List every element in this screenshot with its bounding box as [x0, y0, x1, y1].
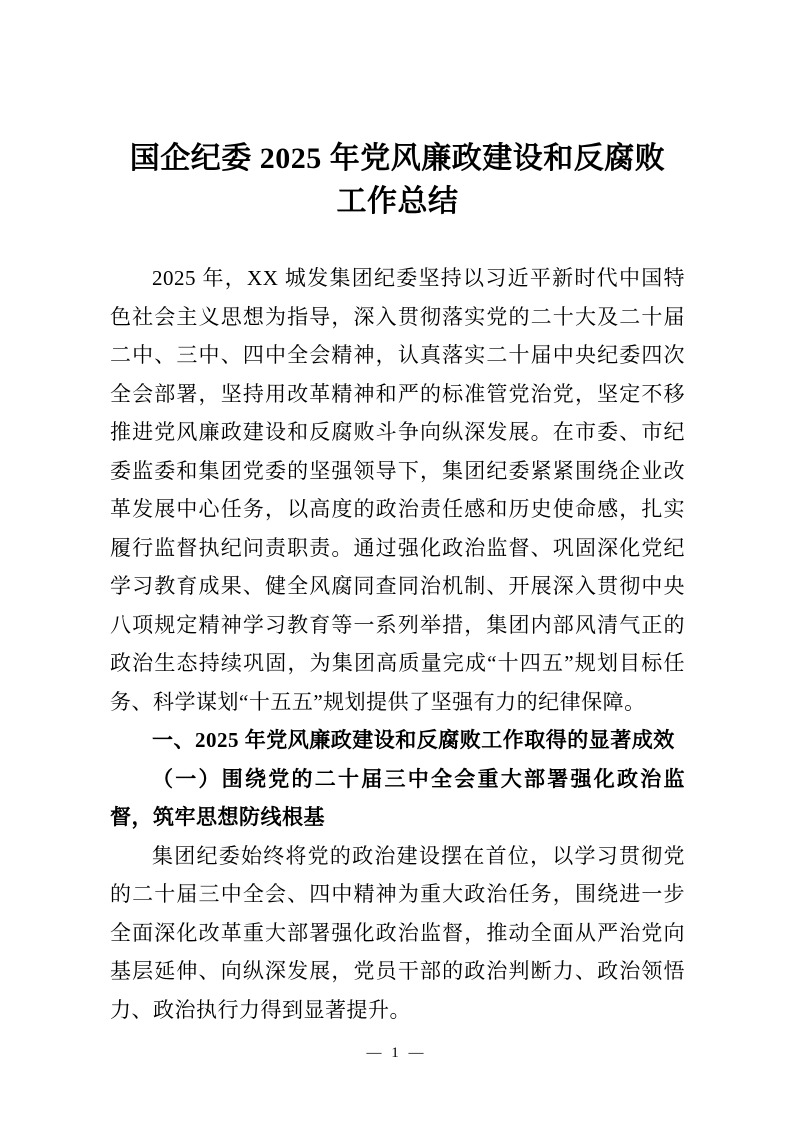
body-paragraph: 集团纪委始终将党的政治建设摆在首位，以学习贯彻党的二十届三中全会、四中精神为重大政治任务，围绕进一步全面深化改革重大部署强化政治监督，推动全面从严治党向基层延伸、向纵深发展，党员干部的政治判断力、政治领悟力、政治执行力得到显著提升。 — [110, 843, 685, 1022]
section-heading: 一、2025 年党风廉政建设和反腐败工作取得的显著成效 — [152, 728, 675, 753]
page-number: — 1 — — [366, 1045, 427, 1061]
page-footer — [0, 1045, 793, 1062]
subsection-heading: （一）围绕党的二十届三中全会重大部署强化政治监督，筑牢思想防线根基 — [110, 766, 685, 830]
document-title: 国企纪委 2025 年党风廉政建设和反腐败工作总结 — [129, 142, 666, 218]
body-paragraph: 2025 年，XX 城发集团纪委坚持以习近平新时代中国特色社会主义思想为指导，深入贯彻落实党的二十大及二十届二中、三中、四中全会精神，认真落实二十届中央纪委四次全会部署，坚持用改革精神和严的标准管党治党，坚定不移推进党风廉政建设和反腐败斗争向纵深发展。在市委、市纪委监委和集团党委的坚强领导下，集团纪委紧紧围绕企业改革发展中心任务，以高度的政治责任感和历史使命感，扎实履行监督执纪问责职责。通过强化政治监督、巩固深化党纪学习教育成果、健全风腐同查同治机制、开展深入贯彻中央八项规定精神学习教育等一系列举措，集团内部风清气正的政治生态持续巩固，为集团高质量完成“十四五”规划目标任务、科学谋划“十五五”规划提供了坚强有力的纪律保障。 — [110, 266, 685, 714]
